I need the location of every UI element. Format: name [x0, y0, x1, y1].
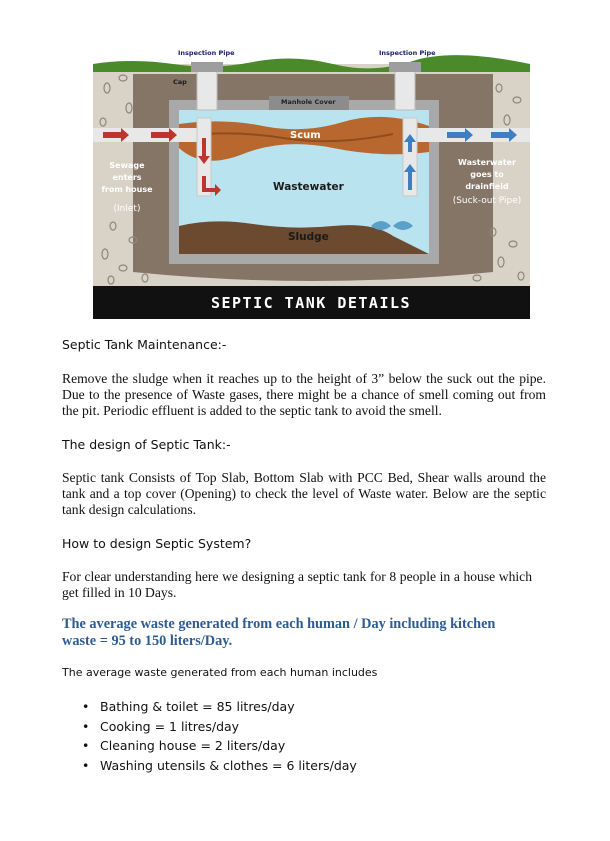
label-wasterwater-2: goes to: [470, 170, 504, 179]
how-paragraph: For clear understanding here we designing a septic tank for 8 people in a house which get filled in 10 Days.: [62, 569, 532, 600]
list-item: [80, 717, 357, 737]
label-wasterwater-1: Wasterwater: [458, 158, 516, 167]
maintenance-heading: Septic Tank Maintenance:-: [62, 337, 227, 352]
list-item-text: Bathing & toilet = 85 litres/day: [100, 699, 295, 714]
how-heading: How to design Septic System?: [62, 536, 252, 551]
bullet-icon: •: [82, 699, 90, 714]
label-inspection-pipe-left: Inspection Pipe: [178, 49, 235, 57]
design-paragraph: Septic tank Consists of Top Slab, Bottom Slab with PCC Bed, Shear walls around the tank and a top cover (Opening) to check the level of Waste water. Below are the septic tank design calculations.: [62, 470, 546, 517]
label-sewage-enters-3: from house: [101, 185, 153, 194]
label-sewage-enters-1: Sewage: [109, 161, 145, 170]
label-inlet: (Inlet): [113, 204, 141, 214]
list-item-text: Cooking = 1 litres/day: [100, 718, 240, 734]
maintenance-paragraph: Remove the sludge when it reaches up to the height of 3” below the suck out the pipe. Due to the presence of Waste gases, there might be a chance of smell coming out from the pit. Periodic effluent is added to the septic tank to avoid the smell.: [62, 371, 546, 418]
label-sludge: Sludge: [288, 231, 329, 243]
banner-title: SEPTIC TANK DETAILS: [210, 294, 412, 312]
list-item: [80, 736, 357, 756]
list-item-text: Cleaning house = 2 liters/day: [100, 738, 286, 753]
bullet-icon: •: [82, 738, 90, 753]
average-waste-highlight: The average waste generated from each human / Day including kitchen waste = 95 to 150 liters/Day.: [62, 616, 496, 649]
bullet-icon: •: [82, 718, 90, 734]
label-inspection-pipe-right: Inspection Pipe: [379, 49, 436, 57]
list-item: [80, 697, 357, 717]
label-sewage-enters-2: enters: [112, 173, 142, 182]
label-wasterwater-3: drainfield: [465, 182, 509, 191]
list-item: [80, 756, 357, 776]
label-cap: Cap: [173, 78, 187, 86]
bullet-icon: •: [82, 757, 90, 773]
label-wastewater: Wastewater: [273, 181, 344, 193]
label-manhole-cover: Manhole Cover: [281, 98, 336, 106]
design-heading: The design of Septic Tank:-: [62, 437, 231, 452]
average-waste-intro: The average waste generated from each human includes: [62, 666, 378, 679]
label-suck-out-pipe: (Suck-out Pipe): [452, 196, 522, 206]
list-item-text: Washing utensils & clothes = 6 liters/day: [100, 757, 357, 773]
label-scum: Scum: [290, 130, 321, 141]
septic-tank-diagram: [93, 40, 530, 319]
waste-breakdown-list: [80, 697, 357, 775]
